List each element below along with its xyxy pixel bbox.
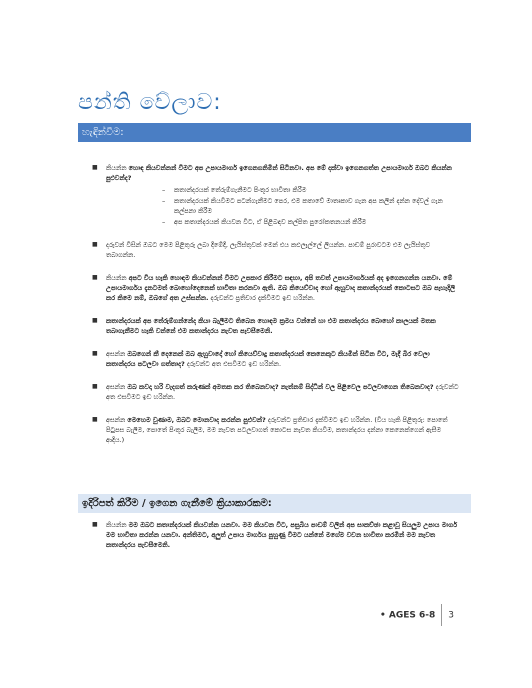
intro-list	[92, 163, 460, 458]
presentation-list	[92, 520, 460, 563]
dash-icon: –	[162, 218, 166, 226]
footer-divider	[441, 604, 442, 626]
sub-list	[106, 185, 460, 227]
item-text: දරුවන් විසින් ඔබට මෙම පිළිතුරු ලබා දීමේදී, ලැයිස්තුවක් මෙන් එය කළුලෑල්ලේ ලියන්න. පාඩම් පුරාවටම එම ලැයිස්තුව තබාගන්න.	[106, 241, 431, 259]
item-bold-text: මෙහෙම වුණාම, ඔබට මොනවාද කරන්න පුළුවන්?	[127, 416, 266, 424]
item-suffix: දරුවන්ට ප්‍රතිචාර දැක්වීමට ඉඩ හරින්න. (විය හැකි පිළිතුරු: පොතේ පිටුපස බැලීම, පොතේ පිංතූර බැලීම, මම නැවත පටලවාගත් කොටස නැවත කියවීම, කතාන්දරය දන්නා කෙනෙක්ගෙන් ඇසීම ආදිය.)	[106, 416, 448, 444]
dash-icon: –	[162, 197, 166, 205]
item-prefix: කියන්න	[106, 164, 129, 172]
page-title: පන්ති වේලාව:	[78, 90, 222, 115]
sub-item-text: අප කතාන්දරයක් කියවන විට, ඒ පිළිබඳව කල්පිත පුරෝකතනයන් කිරීම	[174, 218, 367, 226]
list-item	[92, 349, 460, 369]
bullet-icon: ■	[92, 521, 98, 528]
list-item	[92, 316, 460, 336]
page-footer	[380, 604, 454, 626]
bullet-icon: ■	[92, 317, 98, 324]
bullet-icon: ■	[92, 274, 98, 281]
sub-list-item	[162, 185, 460, 195]
sub-list-item	[162, 217, 460, 227]
item-prefix: අසන්න	[106, 416, 128, 424]
bullet-icon: ■	[92, 416, 98, 423]
item-prefix: අසන්න	[106, 350, 128, 358]
sub-item-text: කතාන්දරයක් කියවීමට පටන්ගැනීමට පෙර, එම කතාවේ මාතෘකාව ගැන අප කලින් දන්න දේවල් ගැන කල්පනා කිරීම	[174, 197, 443, 215]
item-bold-text: කතාන්දරයක් අප තේරුම්ගන්නේද කියා බැලීමට තිබෙන හොඳම ක්‍රමය වන්නේ හා එම කතාන්දරය බොහෝ කාලයක් මතක තබාගැනීමට හැකි වන්නේ එම කතාන්දරය නැවත පැවසීමෙනි.	[106, 317, 436, 335]
list-item	[92, 415, 460, 445]
bullet-icon: ■	[92, 241, 98, 248]
bullet-icon: ■	[92, 164, 98, 171]
item-prefix: අසන්න	[106, 383, 128, 391]
list-item	[92, 163, 460, 227]
bullet-icon: ■	[92, 383, 98, 390]
item-bold-text: අපට විය හැකි හොඳම කියවන්නන් වීමට උපකාර කිරීමට සඳහා, අපි තවත් උපායමාර්ගයක් අද ඉගෙනගන්න යනවා. මේ උපායමාර්ගය දැනටමත් බොහෝදෙනෙක් භාවිතා කරනවා ඇති. ඔබ කියෙව්වාද හෝ ඇහුවාද කතාන්දරයක් කොටසට ඔබ පැහැදිලි කර කිමෙ නම්, ඔබගේ අත උස්සන්න.	[106, 274, 456, 302]
page-number: 3	[448, 610, 454, 621]
item-bold-text: ඔබගෙන් කී දෙනෙක් ඔබ ඇහුවාදෝ හෝ කියෙව්වාදු කතාන්දරයක් කෙනෙකුට කියමින් සිටින විට, මැදී බිර වෙලා කතාන්දරය පටලවා ගත්තාද?	[106, 350, 430, 368]
bullet-icon: ■	[92, 350, 98, 357]
item-prefix: කියන්න	[106, 274, 129, 282]
item-suffix: දරුවන්ට අත එසවීමට ඉඩ හරින්න.	[184, 360, 282, 368]
list-item	[92, 520, 460, 550]
ages-label: • AGES 6-8	[380, 610, 436, 621]
item-prefix: කියන්න	[106, 521, 129, 529]
section-header-intro: හැඳින්වීම:	[78, 123, 471, 142]
section-header-presentation: ඉදිරිපත් කිරීම / ඉගෙන ගැනීමේ ක්‍රියාකාරකම:	[78, 494, 471, 513]
item-suffix: දරුවන්ට අත එසවීමට ඉඩ හරින්න.	[106, 383, 459, 401]
item-bold-text: හොඳ කියවන්නන් වීමට අප උපායමාර්ග ඉගෙනගනිමින් සිටිනවා. අප මේ දක්වා ඉගෙනගත්ත උපායමාර්ග ඔබට කියන්න පුළුවන්ද?	[106, 164, 452, 182]
sub-list-item	[162, 196, 460, 216]
dash-icon: –	[162, 186, 166, 194]
list-item	[92, 382, 460, 402]
list-item	[92, 240, 460, 260]
item-suffix: දරුවන්ට ප්‍රතිචාර දැක්වීමට ඉඩ හරින්න.	[208, 294, 315, 302]
list-item	[92, 273, 460, 303]
item-bold-text: ඔබ කවදා හරි වැදගත් කරුණක් අමතක කර තිබෙනවාද? නැත්නම් සිද්ධීන් වල පිළිවෙල පටලවාගෙන තිබෙනවාද?	[127, 383, 434, 391]
sub-item-text: කතාන්දරයක් තේරුම්ගැනීමට පිංතූර භාවිතා කිරීම	[174, 186, 307, 194]
item-bold-text: මම ඔබට කතාන්දරයක් කියවන්න යනවා. මම කියවන විට, පසුබිය පාඩම් වලින් අප සාකච්ඡා කළාවූ සියලුම උපාය මාර්ග මම භාවිතා කරන්න යනවා. අන්තිමට, අලුත් උපාය මාර්ගය පුහුණු වීමට යන්නේ මගේම වචන භාවිතා කරමින් මම නැවත කතාන්දරය පැවසීමෙනි.	[106, 521, 458, 549]
